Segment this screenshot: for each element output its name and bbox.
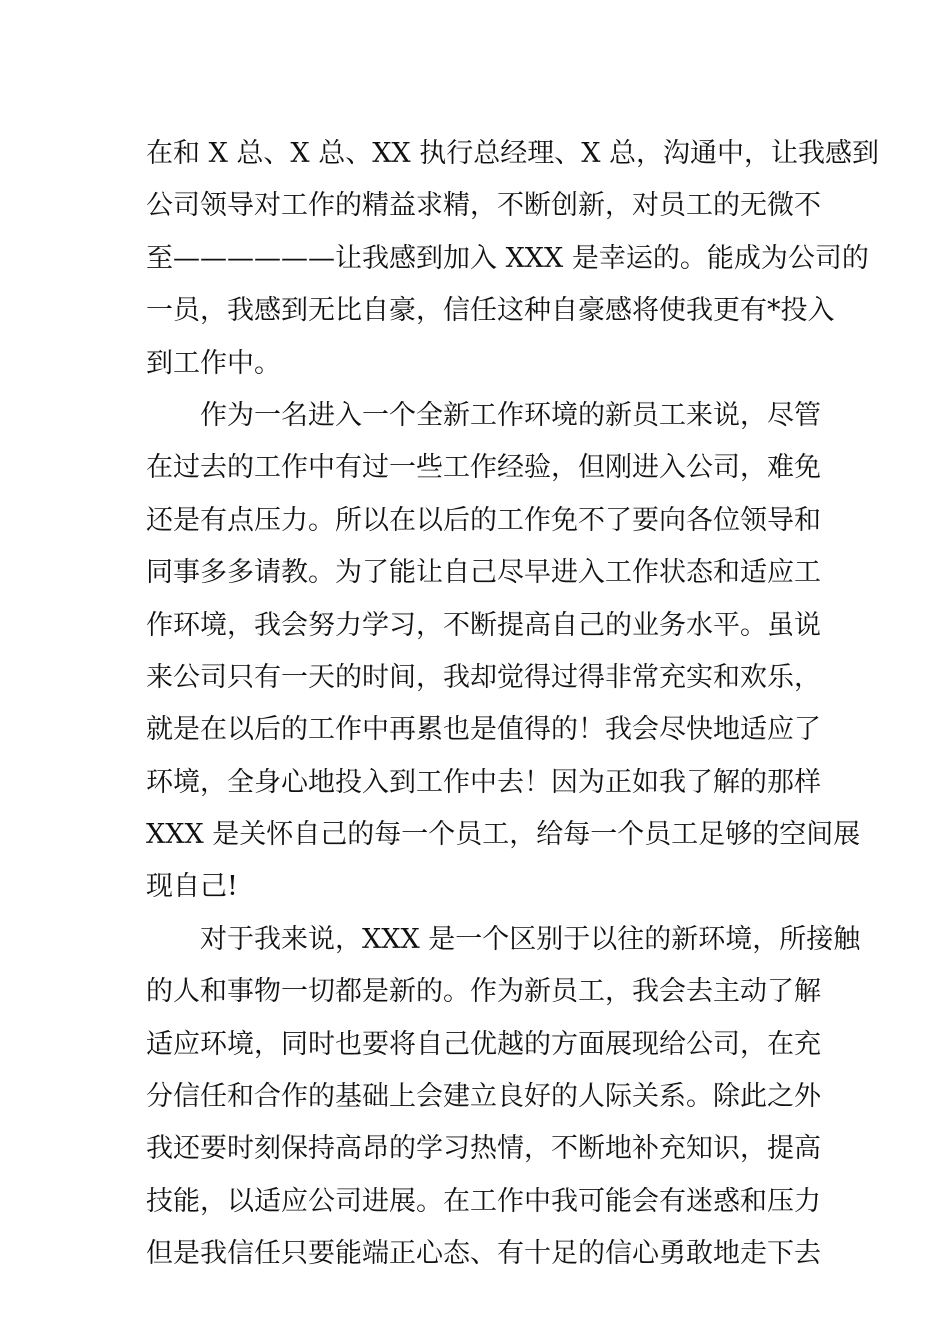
text-line: 到工作中。 — [146, 347, 281, 379]
paragraph-first-line: 对于我来说，XXX 是一个区别于以往的新环境，所接触 — [200, 923, 861, 955]
text-line: 但是我信任只要能端正心态、有十足的信心勇敢地走下去 — [146, 1238, 821, 1270]
text-line: 在过去的工作中有过一些工作经验，但刚进入公司，难免 — [146, 452, 821, 484]
text-line: 在和 X 总、X 总、XX 执行总经理、X 总，沟通中，让我感到 — [146, 138, 880, 169]
text-line: 一员，我感到无比自豪，信任这种自豪感将使我更有*投入 — [146, 295, 835, 327]
text-line: 作环境，我会努力学习，不断提高自己的业务水平。虽说 — [146, 609, 821, 641]
text-line: 分信任和合作的基础上会建立良好的人际关系。除此之外 — [146, 1081, 821, 1113]
text-line: 技能，以适应公司进展。在工作中我可能会有迷惑和压力 — [146, 1185, 821, 1217]
text-line: XXX 是关怀自己的每一个员工，给每一个员工足够的空间展 — [146, 819, 861, 851]
text-line: 我还要时刻保持高昂的学习热情，不断地补充知识，提高 — [146, 1133, 821, 1165]
text-line: 公司领导对工作的精益求精，不断创新，对员工的无微不 — [146, 190, 821, 222]
text-line: 还是有点压力。所以在以后的工作免不了要向各位领导和 — [146, 504, 821, 536]
text-line: 至——————让我感到加入 XXX 是幸运的。能成为公司的 — [146, 242, 869, 274]
text-line: 现自己! — [146, 871, 238, 903]
text-line: 适应环境，同时也要将自己优越的方面展现给公司，在充 — [146, 1028, 821, 1060]
body-text — [146, 128, 880, 1281]
text-line: 就是在以后的工作中再累也是值得的！我会尽快地适应了 — [146, 714, 821, 746]
text-line: 的人和事物一切都是新的。作为新员工，我会去主动了解 — [146, 976, 821, 1008]
text-line: 同事多多请教。为了能让自己尽早进入工作状态和适应工 — [146, 557, 821, 589]
paragraph-first-line: 作为一名进入一个全新工作环境的新员工来说，尽管 — [200, 399, 821, 431]
text-line: 环境，全身心地投入到工作中去！因为正如我了解的那样 — [146, 766, 821, 798]
text-line: 来公司只有一天的时间，我却觉得过得非常充实和欢乐， — [146, 661, 821, 693]
